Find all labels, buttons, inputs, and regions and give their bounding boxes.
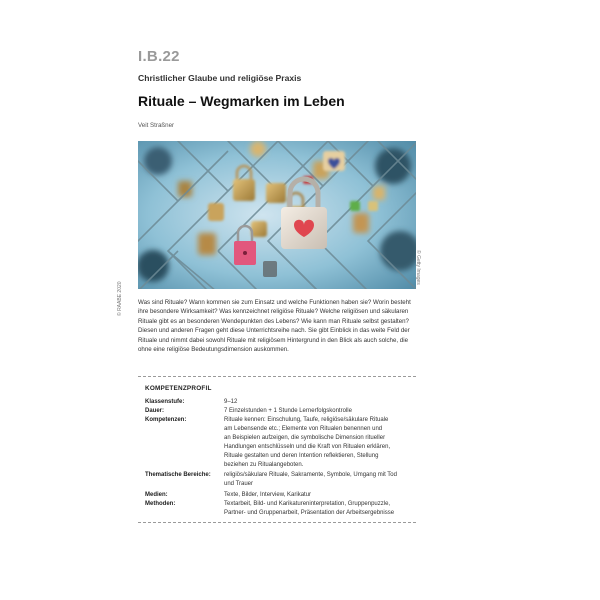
kp-value-line: und Trauer	[224, 481, 254, 488]
kp-label: Methoden:	[145, 501, 176, 507]
intro-line: Diesen und anderen Fragen geht diese Unterrichtsreihe nach. Sie gibt Einblick in das weite Feld der	[138, 327, 410, 335]
kp-label: Klassenstufe:	[145, 399, 185, 405]
intro-paragraph	[138, 298, 422, 355]
kp-value	[224, 416, 414, 471]
author-name: Veit Straßner	[138, 122, 175, 129]
kp-value-line: Handlungen entschlüsseln und die Kraft von Ritualen erklären,	[224, 444, 391, 451]
kp-value	[224, 471, 414, 489]
kp-value-line: religiös/säkulare Rituale, Sakramente, Symbole, Umgang mit Tod	[224, 472, 397, 478]
intro-line: Rituale gibt es an besonderen Wendepunkten des Lebens? Wie kann man Rituale selbst gestalten?	[138, 317, 409, 325]
top-divider	[138, 376, 416, 377]
photo-credit: © Getty Images	[415, 250, 421, 285]
kp-value-line: an Beispielen aufzeigen, die symbolische Dimension ritueller	[224, 435, 386, 442]
kp-value-line: Texte, Bilder, Interview, Karikatur	[224, 492, 312, 498]
kp-label: Medien:	[145, 492, 168, 498]
kompetenzprofil-heading: KOMPETENZPROFIL	[145, 385, 212, 392]
intro-line: ohne eine religiöse Bedeutungsdimension auskommen.	[138, 346, 289, 354]
kp-value-line: Rituale gestalten und deren Intention reflektieren, Stellung	[224, 453, 379, 460]
kp-value-line: Partner- und Gruppenarbeit, Präsentation der Arbeitsergebnisse	[224, 510, 395, 517]
kp-value	[224, 500, 414, 518]
kp-label: Dauer:	[145, 408, 165, 414]
intro-line: Rituale und nimmt dabei sowohl Rituale mit religiösem Hintergrund in den Blick als auch solche, die	[138, 336, 408, 344]
bottom-divider	[138, 522, 416, 523]
page-title: Rituale – Wegmarken im Leben	[138, 93, 345, 109]
kp-value-line: 9–12	[224, 399, 238, 405]
intro-line: ihre besondere Wirksamkeit? Was kennzeichnet religiöse Rituale? Welche religiösen und säkularen	[138, 308, 409, 316]
love-locks-photo	[138, 141, 416, 289]
series-title: Christlicher Glaube und religiöse Praxis	[138, 73, 302, 83]
kp-value	[224, 398, 414, 407]
section-code: I.B.22	[138, 48, 180, 65]
kp-value	[224, 407, 414, 416]
kp-value-line: am Lebensende etc.; Elemente von Ritualen benennen und	[224, 426, 383, 433]
kp-label: Kompetenzen:	[145, 417, 187, 423]
kp-value	[224, 491, 414, 500]
kp-value-line: 7 Einzelstunden + 1 Stunde Lernerfolgskontrolle	[224, 408, 352, 414]
kp-value-line: Rituale kennen: Einschulung, Taufe, religiöse/säkulare Rituale	[224, 417, 389, 423]
intro-line: Was sind Rituale? Wann kommen sie zum Einsatz und welche Funktionen haben sie? Worin besteht	[138, 299, 411, 306]
kp-value-line: Textarbeit, Bild- und Karikatureninterpretation, Gruppenpuzzle,	[224, 501, 391, 507]
kp-label: Thematische Bereiche:	[145, 472, 211, 478]
kp-value-line: beziehen zu Ritualangeboten.	[224, 462, 304, 469]
copyright-note: © RAABE 2020	[117, 281, 123, 316]
